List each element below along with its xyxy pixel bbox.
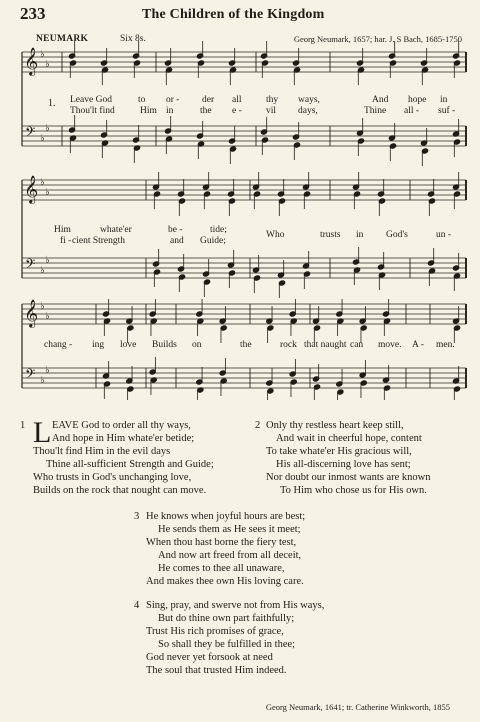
verse3-line: He knows when joyful hours are best; [146, 511, 306, 522]
lyric-syllable: the [200, 106, 212, 116]
verse2-line: Nor doubt our inmost wants are known [266, 472, 431, 483]
key-flat: ♭ [40, 375, 45, 386]
verse1-line: Thine all-sufficient Strength and Guide; [46, 459, 214, 470]
lyric-syllable: e - [232, 106, 242, 116]
key-flat: ♭ [45, 123, 50, 134]
verse1-line: Who trusts in God's unchanging love, [33, 472, 192, 483]
verse-number: 3 [134, 511, 140, 522]
lyric-syllable: can [350, 340, 364, 350]
verse2-line: Only thy restless heart keep still, [266, 420, 404, 431]
lyric-syllable: in [356, 230, 364, 240]
translation-credit: Georg Neumark, 1641; tr. Catherine Winkworth, 1855 [265, 702, 450, 712]
key-flat: ♭ [45, 187, 50, 198]
verse4-line: Trust His rich promises of grace, [146, 626, 284, 637]
bass-clef: 𝄢 [25, 124, 36, 143]
lyric-syllable: in [166, 106, 174, 116]
lyric-syllable: Builds [152, 340, 177, 350]
lyric-syllable: cient Strength [72, 236, 126, 246]
verse4-line: The soul that trusted Him indeed. [146, 665, 287, 676]
lyric-syllable: the [240, 340, 252, 350]
verse1-line: Thou'lt find Him in the evil days [33, 446, 171, 457]
lyric-syllable: Him [140, 106, 157, 116]
lyric-syllable: Thine [364, 106, 387, 116]
lyric-syllable: Thou'lt find [70, 106, 115, 116]
key-flat: ♭ [45, 365, 50, 376]
verse3-line: And now art freed from all deceit, [158, 550, 302, 561]
lyric-syllable: move. [378, 340, 402, 350]
lyric-syllable: men. [436, 340, 455, 350]
page-number: 233 [20, 4, 46, 23]
lyric-syllable: all [232, 95, 242, 105]
tune-name: NEUMARK [36, 34, 89, 44]
verse-number: 4 [134, 600, 140, 611]
tune-meter: Six 8s. [120, 34, 146, 44]
verse-number-label: 1. [48, 98, 56, 109]
treble-clef: 𝄞 [24, 299, 39, 327]
verse3-line: He sends them as He sees it meet; [158, 524, 301, 535]
lyric-syllable: fi - [60, 236, 72, 246]
lyric-syllable: whate'er [100, 225, 132, 235]
verse-number: 2 [255, 420, 261, 431]
lyric-syllable: hope [408, 95, 427, 105]
lyric-syllable: der [202, 95, 215, 105]
lyric-syllable: love [120, 340, 137, 350]
lyric-syllable: And [372, 95, 389, 105]
lyrics-system1-bottom [0, 106, 480, 118]
lyric-syllable: ing [92, 340, 105, 350]
lyric-syllable: days, [298, 106, 318, 116]
lyric-syllable: Leave God [70, 95, 112, 105]
lyric-syllable: trusts [320, 230, 341, 240]
verse3-line: He comes to thee all unaware, [158, 563, 285, 574]
key-flat: ♭ [40, 49, 45, 60]
verse-number: 1 [20, 420, 26, 431]
key-flat: ♭ [45, 59, 50, 70]
verse3-line: When thou hast borne the fiery test, [146, 537, 297, 548]
page-title: The Children of the Kingdom [142, 7, 325, 22]
lyric-syllable: and [170, 236, 184, 246]
treble-clef: 𝄞 [24, 175, 39, 203]
verse1-line: And hope in Him whate'er betide; [52, 433, 195, 444]
verse3-line: And makes thee own His loving care. [146, 576, 304, 587]
bass-clef: 𝄢 [25, 256, 36, 275]
verse2-line: To Him who chose us for His own. [280, 485, 427, 496]
verse2-line: His all-discerning love has sent; [276, 459, 411, 470]
verse1-line: EAVE God to order all thy ways, [52, 420, 191, 431]
key-flat: ♭ [40, 265, 45, 276]
lyric-syllable: chang - [44, 340, 73, 350]
key-flat: ♭ [45, 311, 50, 322]
key-flat: ♭ [40, 301, 45, 312]
key-flat: ♭ [45, 255, 50, 266]
lyric-syllable: rock [280, 340, 297, 350]
verse4-line: God never yet forsook at need [146, 652, 273, 663]
lyric-syllable: ways, [298, 95, 320, 105]
lyric-syllable: in [440, 95, 448, 105]
lyric-syllable: to [138, 95, 146, 105]
verse1-line: Builds on the rock that nought can move. [33, 485, 207, 496]
verse4-line: But do thine own part faithfully; [158, 613, 295, 624]
lyric-syllable: all - [404, 106, 420, 116]
lyric-syllable: Guide; [200, 236, 226, 246]
lyrics-system3 [0, 340, 480, 352]
lyric-syllable: be - [168, 225, 183, 235]
lyric-syllable: A - [412, 340, 424, 350]
treble-clef: 𝄞 [24, 47, 39, 75]
lyric-syllable: thy [266, 95, 279, 105]
lyric-syllable: Who [266, 230, 285, 240]
lyric-syllable: or - [166, 95, 180, 105]
verse2-line: And wait in cheerful hope, content [276, 433, 422, 444]
lyric-syllable: tide; [210, 225, 227, 235]
tune-composer: Georg Neumark, 1657; har. J. S Bach, 1685-1750 [293, 34, 462, 44]
lyric-syllable: on [192, 340, 202, 350]
verse4-line: So shall they be fulfilled in thee; [158, 639, 296, 650]
key-flat: ♭ [40, 133, 45, 144]
lyric-syllable: suf - [438, 106, 456, 116]
bass-clef: 𝄢 [25, 366, 36, 385]
lyric-syllable: un - [436, 230, 452, 240]
verse4-line: Sing, pray, and swerve not from His ways, [146, 600, 325, 611]
verse2-line: To take whate'er His gracious will, [266, 446, 412, 457]
lyrics-system2-rest [0, 230, 480, 242]
lyric-syllable: God's [386, 230, 408, 240]
lyric-syllable: Him [54, 225, 71, 235]
key-flat: ♭ [40, 177, 45, 188]
dropcap-letter: L [33, 416, 52, 449]
lyric-syllable: that naught [304, 340, 347, 350]
lyric-syllable: vil [266, 106, 277, 116]
